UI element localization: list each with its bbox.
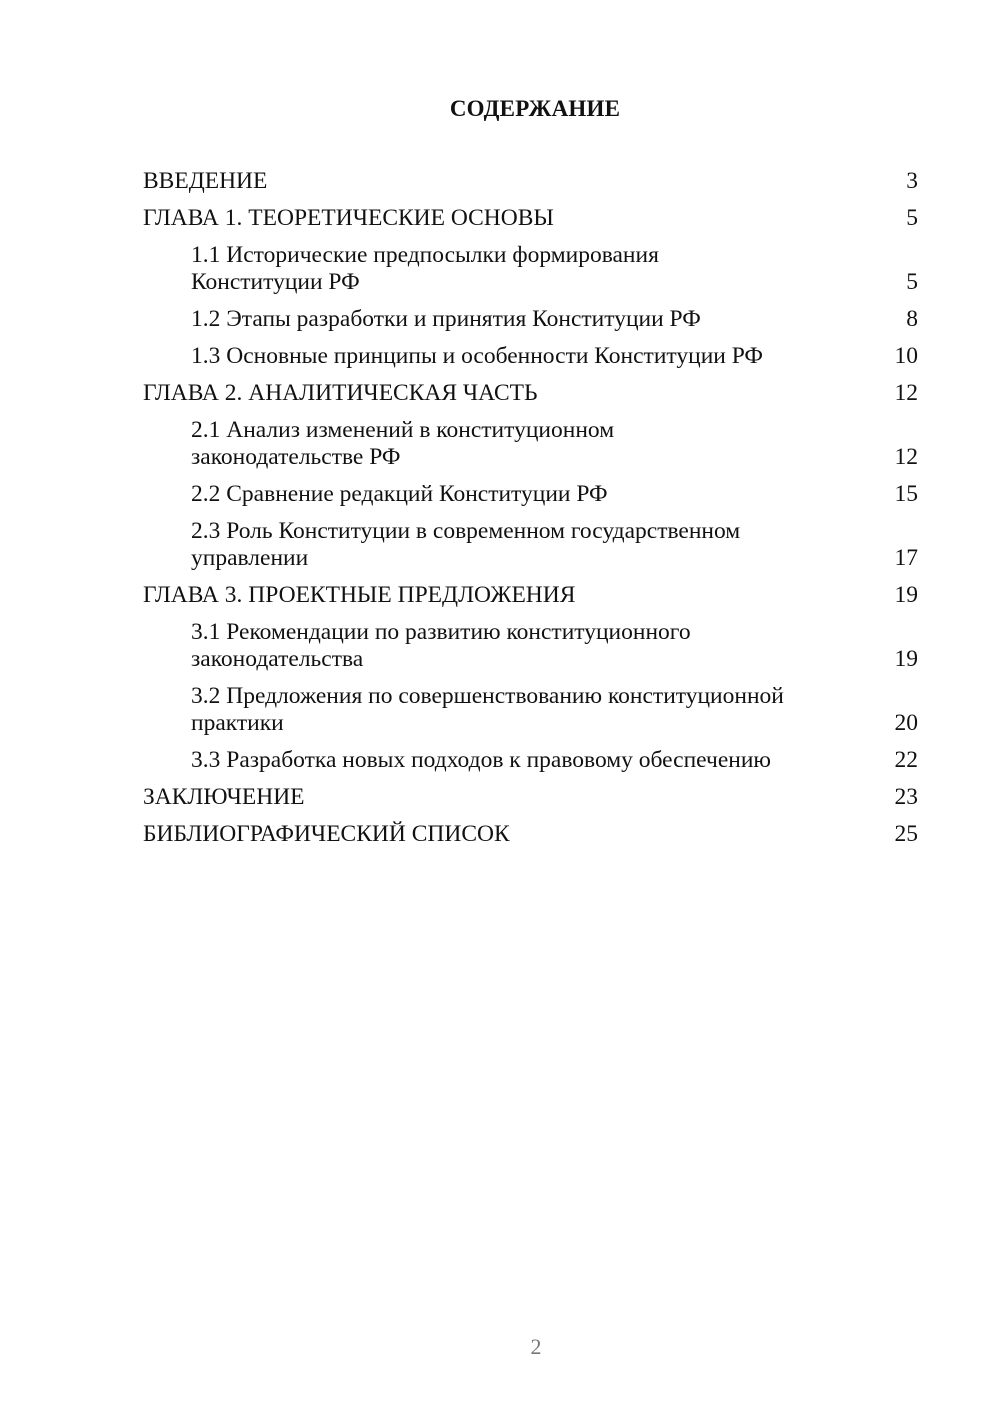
toc-entry-page: 12 bbox=[894, 444, 918, 470]
toc-entry-text: ГЛАВА 2. АНАЛИТИЧЕСКАЯ ЧАСТЬ bbox=[143, 380, 538, 406]
toc-entry-text: ЗАКЛЮЧЕНИЕ bbox=[143, 784, 305, 810]
toc-entry-text: 3.2 Предложения по совершенствованию конституционной практики bbox=[191, 683, 784, 736]
toc-entry-text: 2.3 Роль Конституции в современном государственном управлении bbox=[191, 518, 741, 571]
toc-entry-text: 1.3 Основные принципы и особенности Конституции РФ bbox=[191, 343, 763, 369]
toc-entry-page: 25 bbox=[894, 821, 918, 847]
toc-entry-section-2-3[interactable] bbox=[143, 518, 918, 572]
toc-title: СОДЕРЖАНИЕ bbox=[449, 96, 621, 121]
toc-entry-page: 15 bbox=[894, 481, 918, 507]
toc-entry-chapter-1[interactable] bbox=[143, 205, 918, 232]
toc-entry-text: 2.2 Сравнение редакций Конституции РФ bbox=[191, 481, 608, 507]
toc-entry-chapter-2[interactable] bbox=[143, 380, 918, 407]
toc-entry-page: 23 bbox=[894, 784, 918, 810]
toc-entry-introduction[interactable] bbox=[143, 168, 918, 195]
toc-entry-section-1-3[interactable] bbox=[143, 343, 918, 370]
toc-entry-page: 19 bbox=[894, 646, 918, 672]
toc-entry-text: 1.2 Этапы разработки и принятия Конституции РФ bbox=[191, 306, 701, 332]
toc-entry-page: 5 bbox=[906, 269, 918, 295]
toc-entry-page: 19 bbox=[894, 582, 918, 608]
toc-entry-text: 1.1 Исторические предпосылки формирования Конституции РФ bbox=[191, 242, 659, 295]
toc-entry-section-1-2[interactable] bbox=[143, 306, 918, 333]
toc-entry-text: ГЛАВА 1. ТЕОРЕТИЧЕСКИЕ ОСНОВЫ bbox=[143, 205, 554, 231]
page-number: 2 bbox=[530, 1334, 542, 1359]
toc-entry-text: 3.3 Разработка новых подходов к правовому обеспечению bbox=[191, 747, 771, 773]
toc-entry-page: 20 bbox=[894, 710, 918, 736]
toc-entry-text: ГЛАВА 3. ПРОЕКТНЫЕ ПРЕДЛОЖЕНИЯ bbox=[143, 582, 576, 608]
toc-entry-section-2-1[interactable] bbox=[143, 417, 918, 471]
toc-entry-page: 10 bbox=[894, 343, 918, 369]
toc-entry-page: 22 bbox=[894, 747, 918, 773]
toc-entry-page: 3 bbox=[906, 168, 918, 194]
toc-entry-page: 12 bbox=[894, 380, 918, 406]
toc-entry-section-3-1[interactable] bbox=[143, 619, 918, 673]
toc-entry-section-3-2[interactable] bbox=[143, 683, 918, 737]
toc-entry-section-2-2[interactable] bbox=[143, 481, 918, 508]
toc-entry-page: 17 bbox=[894, 545, 918, 571]
toc-entry-text: ВВЕДЕНИЕ bbox=[143, 168, 268, 194]
toc-entry-text: 2.1 Анализ изменений в конституционном законодательстве РФ bbox=[191, 417, 615, 470]
toc-entry-text: БИБЛИОГРАФИЧЕСКИЙ СПИСОК bbox=[143, 821, 510, 847]
toc-entry-page: 5 bbox=[906, 205, 918, 231]
toc-entry-conclusion[interactable] bbox=[143, 784, 918, 811]
toc-entry-text: 3.1 Рекомендации по развитию конституционного законодательства bbox=[191, 619, 691, 672]
toc-entry-chapter-3[interactable] bbox=[143, 582, 918, 609]
toc-entry-page: 8 bbox=[906, 306, 918, 332]
toc-entry-bibliography[interactable] bbox=[143, 821, 918, 848]
toc-entry-section-3-3[interactable] bbox=[143, 747, 918, 774]
toc-entry-section-1-1[interactable] bbox=[143, 242, 918, 296]
table-of-contents bbox=[143, 168, 918, 858]
